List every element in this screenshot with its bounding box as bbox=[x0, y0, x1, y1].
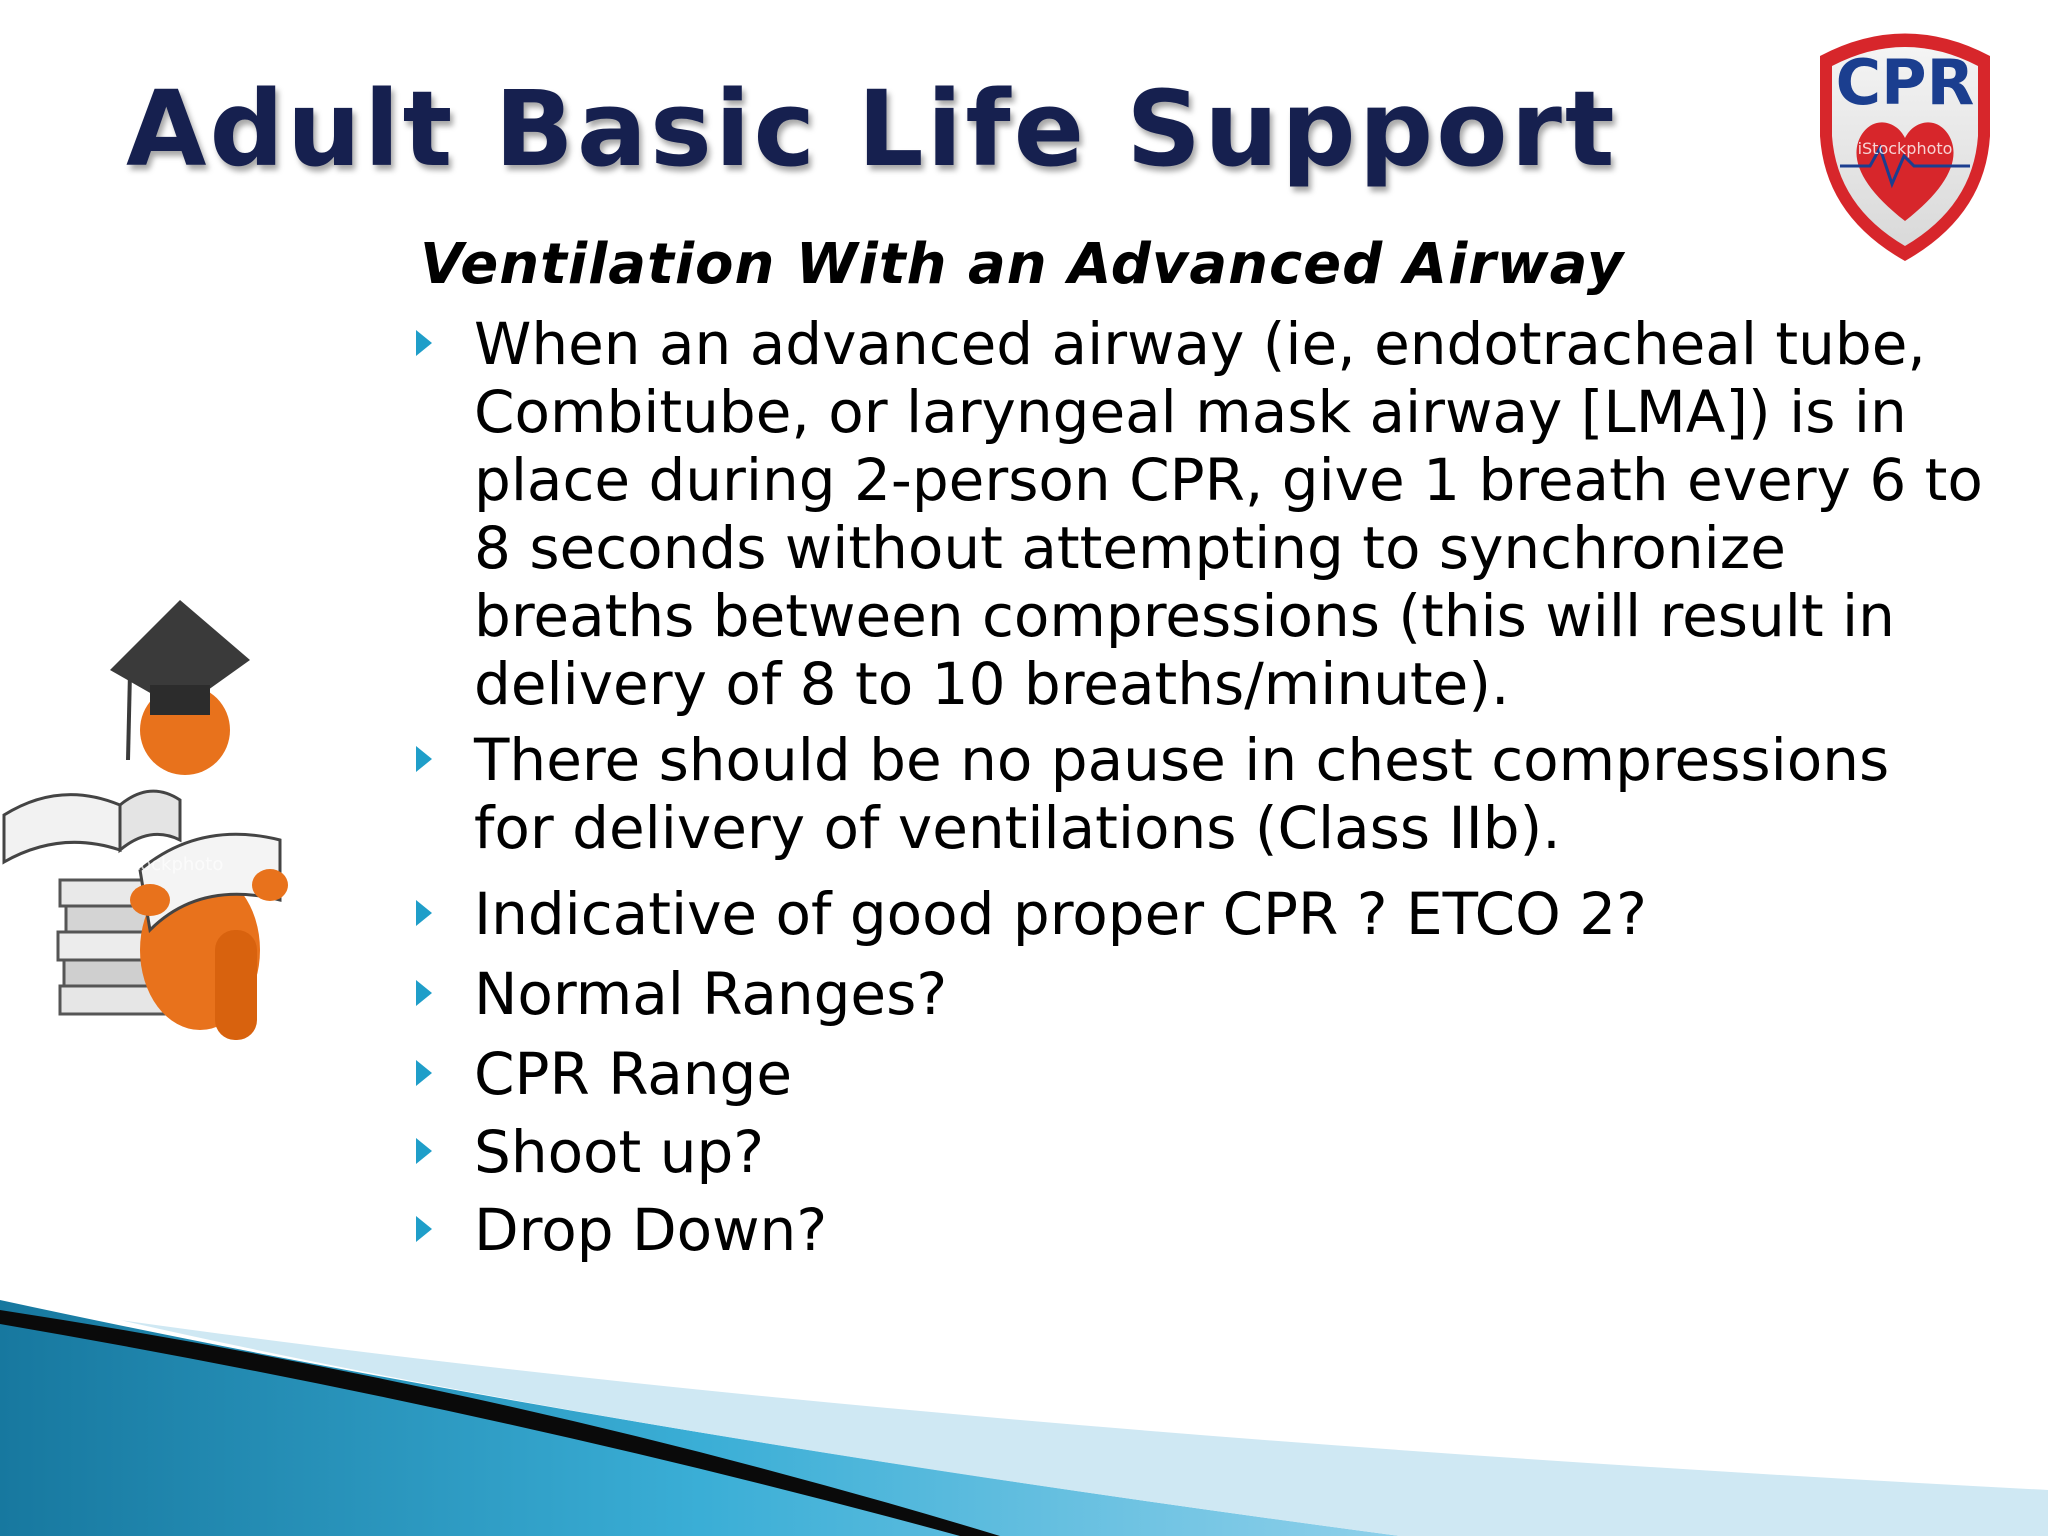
bullet-arrow-icon bbox=[416, 900, 432, 926]
bullet-arrow-icon bbox=[416, 980, 432, 1006]
bullet-text: CPR Range bbox=[474, 1040, 793, 1108]
logo-watermark: iStockphoto bbox=[1857, 139, 1953, 158]
slide-title: Adult Basic Life Support bbox=[126, 68, 1618, 190]
bullet-item bbox=[408, 960, 2008, 1028]
bullet-item bbox=[408, 880, 2008, 948]
figure-watermark: iStockphoto bbox=[116, 854, 224, 875]
bullet-item bbox=[408, 1040, 2008, 1108]
bullet-text: Normal Ranges? bbox=[474, 960, 948, 1028]
bullet-arrow-icon bbox=[416, 330, 432, 356]
bullet-text: Indicative of good proper CPR ? ETCO 2? bbox=[474, 880, 1647, 948]
bullet-text: There should be no pause in chest compressions for delivery of ventilations (Class IIb). bbox=[474, 726, 1890, 862]
bullet-arrow-icon bbox=[416, 1060, 432, 1086]
bullet-text: When an advanced airway (ie, endotracheal tube, Combitube, or laryngeal mask airway [LMA]) is in place during 2-person CPR, give 1 breath every 6 to 8 seconds without attempting to synchronize breaths between compressions (this will result in delivery of 8 to 10 breaths/minute). bbox=[474, 310, 1983, 718]
slide-subtitle: Ventilation With an Advanced Airway bbox=[420, 232, 1625, 297]
student-reading-books-icon bbox=[0, 600, 300, 1040]
bullet-arrow-icon bbox=[416, 1216, 432, 1242]
bullet-item bbox=[408, 726, 2008, 862]
bullet-arrow-icon bbox=[416, 1138, 432, 1164]
cpr-logo-icon bbox=[1800, 16, 2010, 266]
bullet-text: Shoot up? bbox=[474, 1118, 765, 1186]
bullet-item bbox=[408, 1118, 2008, 1186]
decorative-swoosh-icon bbox=[0, 1280, 2048, 1536]
bullet-arrow-icon bbox=[416, 746, 432, 772]
logo-text: CPR bbox=[1835, 46, 1975, 119]
bullet-item bbox=[408, 310, 2008, 718]
bullet-text: Drop Down? bbox=[474, 1196, 828, 1264]
bullet-item bbox=[408, 1196, 2008, 1264]
